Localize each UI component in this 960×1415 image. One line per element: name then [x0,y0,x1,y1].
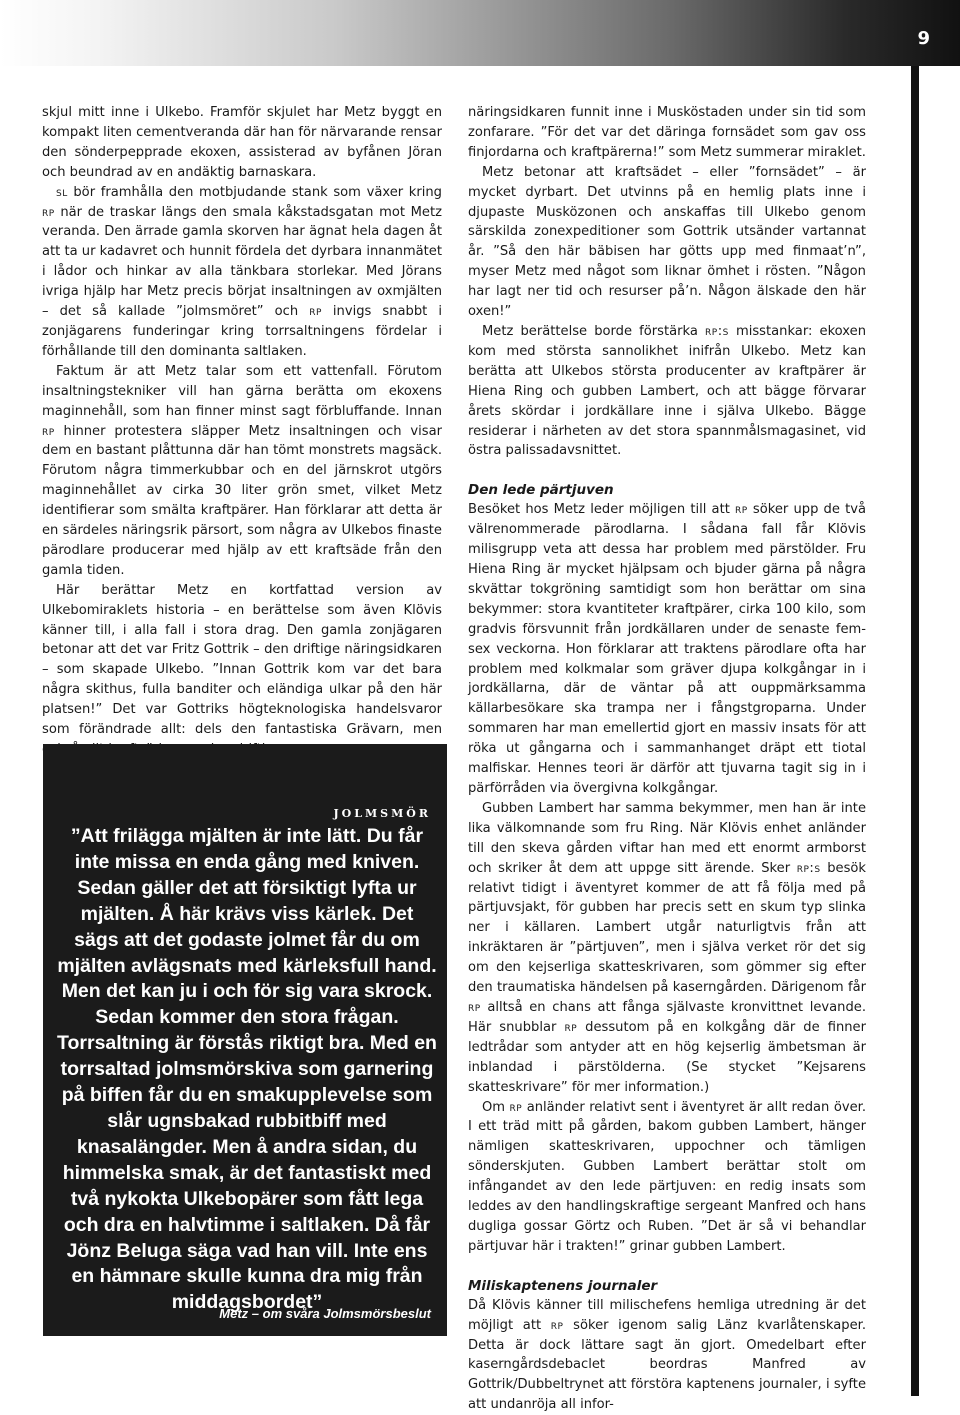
paragraph [468,500,866,799]
text-run: Metz berättelse borde förstärka [482,323,706,339]
text-run: anländer relativt sent i äventyret är allt redan över. I ett träd mitt på gården, bakom gubben Lambert, hänger nämligen skatteskrivaren, uppochner och tämligen sönderskjuten. Gubben Lambert berättar stolt om infångandet av den lede pärtjuven: en redig insats som leddes av den handlingskraftige sergeant Manfred och hans dugliga gossar Görtz och Ruben. ”Det är så vi behandlar pärtjuvar här i trakten!” grinar gubben Lambert. [468,1099,866,1254]
abbr-rp: rp [42,204,55,220]
text-run: hinner protestera släpper Metz insaltningen och visar dem en bastant plåttunna där han tömt monstrets magsäck. Förutom några timmerkubbar och en del järnskrot utgörs maginnehållet av cirka 30 liter grön smet, vilket Metz identifierar som smälta kraftpärer. Han förklarar att detta är en särdeles näringsrik pärsort, som några av Ulkebos finaste pärodlare producerar med hjälp av ett kraftsäde från den gamla tiden. [42,423,442,578]
abbr-rp: rp [309,304,322,320]
section-heading: Den lede pärtjuven [468,482,614,499]
quote-heading: jolmsmör [333,802,431,821]
text-run: Om [482,1099,510,1115]
quote-attribution: Metz – om svåra Jolmsmörsbeslut [219,1306,431,1321]
header-band [0,0,960,66]
paragraph [42,183,442,362]
abbr-rp: rp [550,1317,564,1333]
text-run: misstankar: ekoxen kom med största sannolikhet inifrån Ulkebo. Metz kan berätta att Ulkebos största producenter av kraftpärer är Hiena Ring och gubben Lambert, och att bägge förvarar årets skördar i jordkällare inne i själva Ulkebo. Bägge residerar i närheten av det stora spannmålsmagasinet, vid östra palissadavsnittet. [468,323,866,459]
right-column [468,103,866,1415]
text-run: dessutom på en kolkgång där de finner ledtrådar som antyder att en hög kejserlig ämbetsman är inblandad i pärstölderna. (Se stycket ”Kejsarens skatteskrivare” för mer information.) [468,1019,866,1095]
paragraph [468,322,866,461]
paragraph: skjul mitt inne i Ulkebo. Framför skjulet har Metz byggt en kompakt liten cementveranda där han för närvarande rensar den sönderpepprade ekoxen, assisterad av byfånen Jöran och beundrad av en andäktig barnaskara. [42,105,442,180]
paragraph: Metz betonar att kraftsädet – eller ”fornsädet” – är mycket dyrbart. Det utvinns på en hemlig plats inne i djupaste Musközonen och anskaffas till Ulkebo genom särskilda zonexpeditioner som Gottrik utsänder vartannat år. ”Så den här bäbisen har götts upp med finmaat’n”, myser Metz med något som liknar ömhet i rösten. ”Någon har lagt ner tid och resurser på’n. Någon älskade den här oxen!” [468,164,866,320]
quote-box [43,744,447,1336]
page-number: 9 [917,28,930,49]
abbr-rps: rp:s [796,860,821,876]
left-column [42,103,442,760]
paragraph [468,1296,866,1415]
text-run: söker upp de två välrenommerade pärodlarna. I sådana fall får Klövis milisgrupp veta att dessa har problem med pärstölder. Fru Hiena Ring är mycket hjälpsam och bjuder gärna på några skvättar tokgröning samtidigt som hon berättar om sina bekymmer: stora kvantiteter kraftpärer, cirka 100 kilo, som gradvis försvunnit från jordkällaren under de senaste fem-sex veckorna. Hon förklarar att traktens pärodlare ofta har problem med kolkmalar som gräver djupa kolkgångar in i jordkällarna, där de väntar på att ouppmärksamma källarbesökare ska trampa ner i fångstgroparna. Under sommaren har man emellertid gjort en massiv insats för att röka ut gångarna och i sammanhanget dräpt ett tiotal malfiskar. Hennes teori är därför att tjuvarna tagit sig in i pärförråden via övergivna kolkgångar. [468,502,867,796]
abbr-rp: rp [735,502,748,518]
abbr-rps: rp:s [705,323,729,339]
text-run: när de traskar längs den smala kåkstadsgatan mot Metz veranda. Den ärrade gamla skorven har ägnat hela dagen åt att ta ur kadavret och hunnit fördela det dyrbara innanmätet i lådor och hinkar av alla tänkbara storlekar. Med Jörans ivriga hjälp har Metz precis börjat insaltningen av oxmjälten – det så kallade ”jolmsmöret” och [42,204,442,320]
abbr-rp: rp [42,423,55,439]
section-heading: Miliskaptenens journaler [468,1277,658,1294]
text-run: alltså en chans att fånga självaste kronvittnet levande. Här snubblar [468,999,866,1035]
paragraph [42,362,442,581]
abbr-rp: rp [468,999,481,1015]
paragraph [468,799,866,1098]
abbr-rp: rp [564,1019,578,1035]
paragraph: näringsidkaren funnit inne i Musköstaden under sin tid som zonfarare. ”För det var det däringa fornsädet som gav oss finjordarna och kraftpärerna!” som Metz summerar miraklet. [468,105,866,160]
abbr-sl: sl [56,184,68,200]
text-run: invigs snabbt i zonjägarens funderingar kring torrsaltningens fördelar i förhållande till den dominanta saltlaken. [42,304,442,359]
text-run: besök relativt tidigt i äventyret kommer de att få följa med på pärtjuvsjakt, för gubben har precis sett en skum typ slinka ner i källaren. Lambert utgår naturligtvis från att inkräktaren är ”pärtjuven”, men i själva verket rör det sig om den kejserliga skatteskrivaren, som gömmer sig efter den traumatiska händelsen på kaserngården. Därigenom får [468,860,866,996]
quote-text: ”Att frilägga mjälten är inte lätt. Du får inte missa en enda gång med kniven. Sedan gäller det att försiktigt lyfta ur mjälten. Å här krävs viss kärlek. Det sägs att det godaste jolmet får du om mjälten avlägsnats med kärleksfull hand. Men det kan ju i och för sig vara skrock. Sedan kommer den stora frågan. Torrsaltning är förstås riktigt bra. Med en torrsaltad jolmsmörskiva som garnering på biffen får du en smakupplevelse som slår ugnsbakad rubbitbiff med knasalängder. Men å andra sidan, du himmelska smak, är det fantastiskt med två nykokta Ulkebopärer som fått lega och dra en halvtimme i saltlaken. Då får Jönz Beluga säga vad han vill. Inte ens en hämnare skulle kunna dra mig från middagsbordet” [57,825,437,1314]
text-run: Faktum är att Metz talar som ett vattenfall. Förutom insaltningstekniker vill han gärna berätta om ekoxens maginnehåll, som han finner minst sagt förbluffande. Innan [42,363,442,419]
paragraph: Här berättar Metz en kortfattad version av Ulkebomiraklets historia – en berättelse som även Klövis känner till, i alla fall i stora drag. Den gamla zonjägaren betonar att det var Fritz Gottrik – den driftige näringsidkaren – som skapade Ulkebo. ”Innan Gottrik kom var det bara några skithus, fulla banditer och eländiga ulkar på den här platsen!” Det var Gottriks högteknologiska handelsvaror som förändrade allt: dels den fantastiska Grävarn, men [42,582,442,738]
paragraph [468,1098,866,1257]
abbr-rp: rp [509,1099,523,1115]
right-edge-bar [911,66,960,1396]
text-run: söker igenom salig Länz kvarlåtenskaper. Detta är dock lättare sagt än gjort. Omedelbart efter kaserngårdsdebaclet beordras Manfred av Gottrik/Dubbeltrynet att förstöra kaptenens journaler, i syfte att undanröja all infor- [468,1317,866,1413]
text-run: bör framhålla den motbjudande stank som växer kring [67,184,442,200]
text-run: Gubben Lambert har samma bekymmer, men han är inte lika välkomnande som fru Ring. När Klövis enhet anländer till den skeva gården viftar han med ett enormt armborst och skriker åt dem att uppge sitt ärende. Sker [468,800,866,876]
text-run: Besöket hos Metz leder möjligen till att [468,502,736,518]
text-run: Då Klövis känner till milischefens hemliga utredning är det möjligt att [468,1297,866,1333]
